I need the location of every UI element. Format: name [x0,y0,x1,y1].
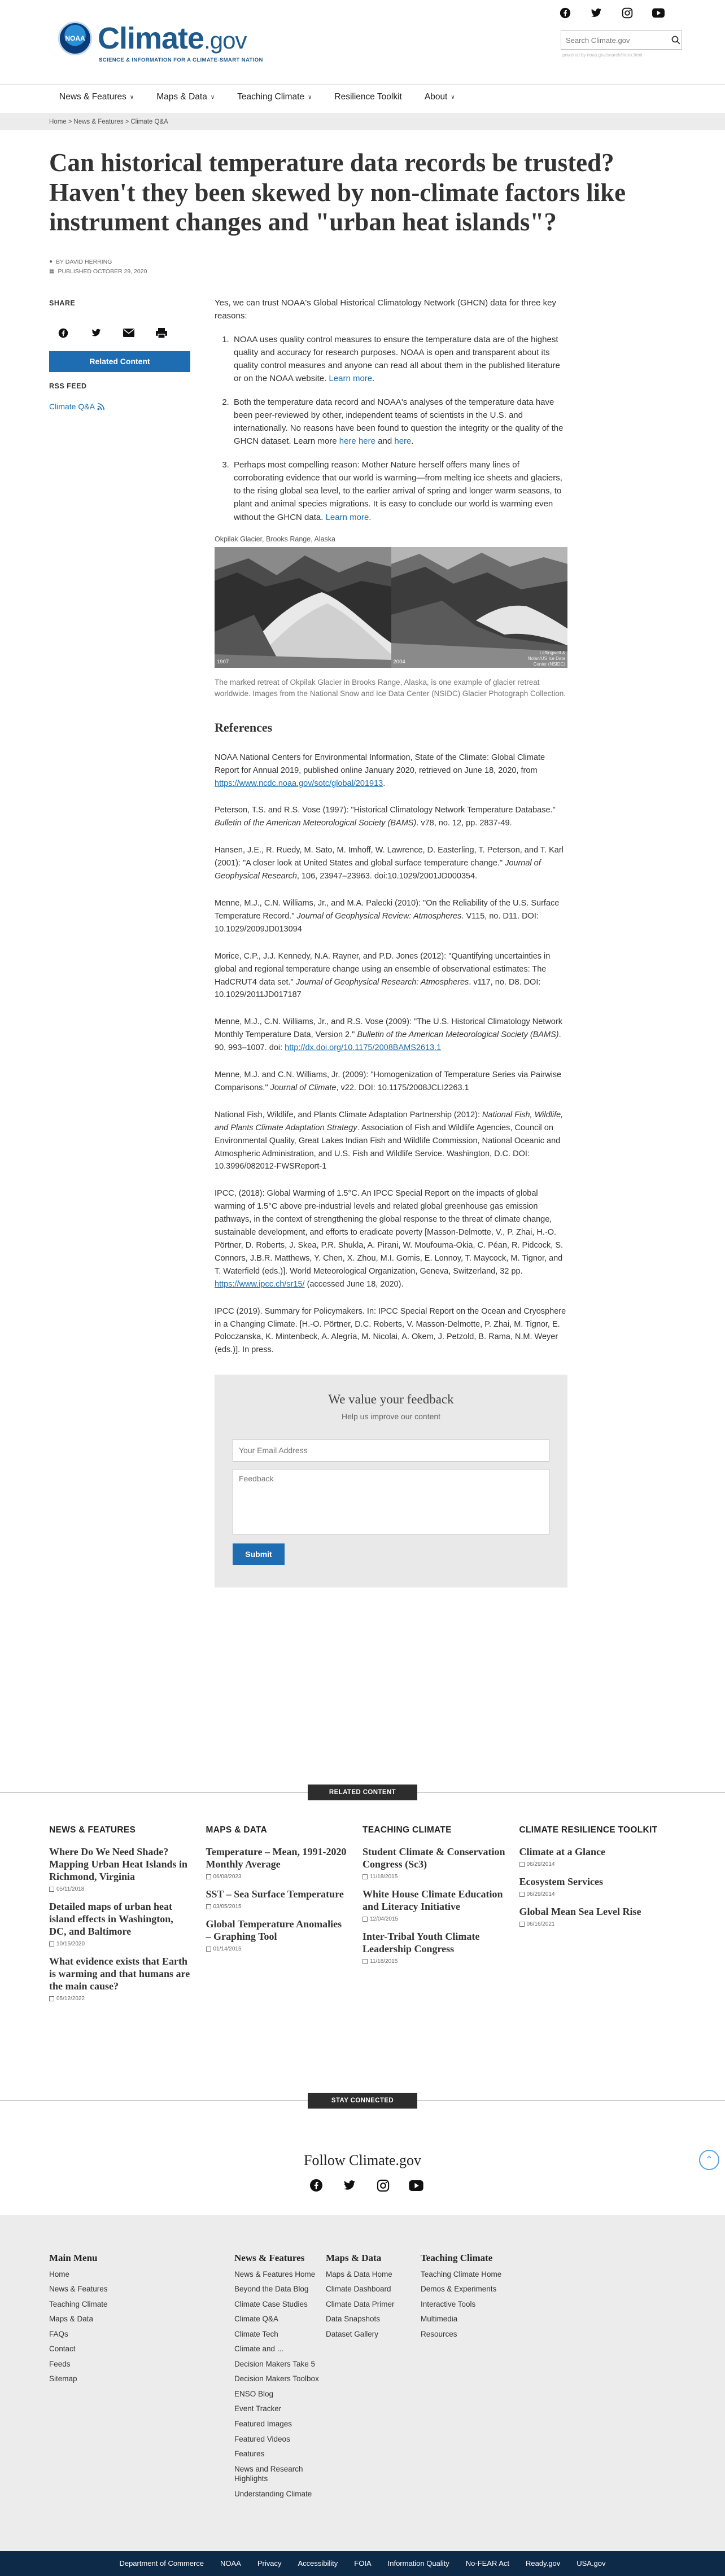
twitter-icon[interactable] [342,2178,357,2193]
share-label: SHARE [49,299,76,307]
breadcrumb-home[interactable]: Home [49,119,67,125]
footer-link[interactable]: Decision Makers Toolbox [234,2374,319,2383]
date-text: 06/29/2014 [526,1861,555,1868]
footer-bottom-bar [0,2551,725,2576]
reference-item [215,897,567,936]
date-text: 05/12/2022 [56,1995,85,2002]
footer-link[interactable]: Interactive Tools [421,2299,476,2308]
breadcrumb-news-features[interactable]: News & Features [73,119,124,125]
reference-item [215,1109,567,1174]
footer-link[interactable]: Climate Tech [234,2329,278,2338]
reference-text: Bulletin of the American Meteorological Society (BAMS) [357,1030,559,1040]
footer-link[interactable]: Feeds [49,2359,71,2368]
related-article-link[interactable]: Climate at a Glance [519,1845,605,1857]
nav-about[interactable] [425,90,455,103]
article-meta [49,257,147,277]
related-date [49,1940,192,1948]
footer-link[interactable]: Home [49,2269,70,2278]
date-text: 05/11/2018 [56,1886,85,1892]
share-buttons [49,327,190,339]
reference-text: IPCC, (2018): Global Warming of 1.5°C. An IPCC Special Report on the impacts of global warming of 1.5°C above pre-industrial levels and related global greenhouse gas emission pathways, in the context of strengthening the global response to the threat of climate change, sustainable development, and efforts to eradicate poverty [Masson-Delmotte, V., P. Zhai, H.-O. Pörtner, D. Roberts, J. Skea, P.R. Shukla, A. Pirani, W. Moufouma-Okia, C. Péan, R. Pidcock, S. Connors, J.B.R. Matthews, Y. Chen, X. Zhou, M.I. Gomis, E. Lonnoy, T. Maycock, M. Tignor, and T. Waterfield (eds.)]. World Meteorological Organization, Geneva, Switzerland, 32 pp. [215,1189,564,1276]
list-item [232,333,567,386]
nav-teaching-climate[interactable] [237,90,312,103]
footer-bottom-link[interactable]: Department of Commerce [119,2559,204,2568]
footer-link[interactable]: Maps & Data [49,2315,94,2324]
list-item [49,1901,192,1948]
reference-text: , 106, 23947–23963. doi:10.1029/2001JD000354. [296,872,478,881]
date-text: 10/15/2020 [56,1940,85,1947]
here-link[interactable]: here [394,436,412,447]
calendar-icon [519,1922,525,1927]
calendar-icon [49,1996,54,2001]
footer-link[interactable]: Climate and ... [234,2345,284,2354]
reason-text: NOAA uses quality control measures to ensure the temperature data are of the highest quality and accuracy for research purposes. NOAA is open and transparent about its quality control measures and anyone can read all about them in the published literature or on the NOAA website. [234,334,560,384]
facebook-icon[interactable] [309,2178,324,2193]
reference-link[interactable]: https://www.ipcc.ch/sr15/ [215,1279,305,1289]
list-item [206,1888,349,1911]
date-text: 12/04/2015 [370,1915,399,1922]
calendar-icon: ▦ [49,268,55,275]
chevron-down-icon: ∨ [308,94,312,100]
calendar-icon [362,1917,368,1922]
related-content-columns [49,1825,676,2010]
instagram-icon[interactable] [621,7,634,19]
date-text: 03/05/2015 [213,1903,242,1910]
list-item [232,396,567,448]
figure-caption: The marked retreat of Okpilak Glacier in Brooks Range, Alaska, is one example of glacier retreat worldwide. Images from the National Snow and Ice Data Center (NSIDC) Glacier Photograph Collection. [215,678,566,698]
reason-text: Both the temperature data record and NOAA's analyses of the temperature data have been peer-reviewed by other, independent teams of scientists in the U.S. and internationally. No reasons have been found to question the integrity or the quality of the GHCN dataset. Learn more [234,397,564,447]
reference-text: . v117, no. D8. DOI: 10.1029/2011JD017187 [215,977,541,1000]
related-column-heading: NEWS & FEATURES [49,1825,136,1835]
main-navigation [0,85,725,110]
date-text: 11/18/2015 [370,1958,398,1965]
footer-column-heading: Main Menu [49,2253,98,2263]
reference-text: Menne, M.J., C.N. Williams, Jr., and R.S. Vose (2009): "The U.S. Historical Climatology Network Monthly Temperature Data, Version 2." [215,1017,562,1040]
footer-link[interactable]: Climate Case Studies [234,2299,308,2308]
list-item [49,1846,192,1893]
related-date [519,1890,662,1899]
breadcrumb-climate-qa[interactable]: Climate Q&A [130,119,168,125]
header-social-links [559,7,665,19]
footer-column-heading: News & Features [234,2253,305,2263]
reference-item [215,950,567,1002]
reference-item [215,804,567,830]
related-article-link[interactable]: Where Do We Need Shade? Mapping Urban Heat Islands in Richmond, Virginia [49,1845,188,1882]
list-item [519,1906,662,1928]
list-item [206,1846,349,1881]
related-content-button[interactable]: Related Content [49,351,190,372]
glacier-figure [215,534,567,700]
related-article-link[interactable]: Ecosystem Services [519,1875,603,1887]
footer-link[interactable]: Resources [421,2329,457,2338]
related-article-link[interactable]: Detailed maps of urban heat island effects in Washington, DC, and Baltimore [49,1900,173,1937]
noaa-logo: NOAA [58,21,92,55]
reference-text: NOAA National Centers for Environmental Information, State of the Climate: Global Climate Report for Annual 2019, published online January 2020, retrieved on June 18, 2020, from [215,753,545,775]
related-article-link[interactable]: Temperature – Mean, 1991-2020 Monthly Average [206,1845,347,1870]
references-heading: References [215,720,273,734]
glacier-1907-image [215,547,391,668]
related-date [519,1860,662,1869]
calendar-icon [206,1874,211,1879]
list-item [362,1931,505,1966]
photo-credit: Leffingwell & Nolan/US Ice Data Center (NSIDC) [527,650,565,667]
submit-button[interactable]: Submit [233,1543,285,1565]
calendar-icon [49,1887,54,1892]
footer-bottom-link[interactable]: No-FEAR Act [465,2559,510,2568]
footer-link[interactable]: Climate Data Primer [326,2299,395,2308]
list-item [362,1846,505,1881]
reference-text: Journal of Geophysical Review: Atmospheres [296,911,462,921]
reason-text: Perhaps most compelling reason: Mother Nature herself offers many lines of corroborating evidence that our world is warming—from melting ice sheets and glaciers, to the rising global sea level, to the earlier arrival of spring and longer warm seasons, to plant and animal species migrations. It is easy to conclude our world is warming even without the GHCN data. [234,460,562,522]
footer-link[interactable]: Featured Videos [234,2434,290,2443]
site-logo[interactable] [58,21,263,63]
related-column [519,1825,676,2010]
list-item [206,1918,349,1953]
reference-text: Journal of Geophysical Research [215,859,541,881]
list-item [362,1888,505,1923]
footer-link[interactable]: Featured Images [234,2419,292,2428]
print-icon[interactable] [156,327,167,339]
youtube-icon[interactable] [652,7,665,19]
footer-bottom-link[interactable]: Information Quality [387,2559,449,2568]
rss-link-label: Climate Q&A [49,401,95,411]
related-column-heading: CLIMATE RESILIENCE TOOLKIT [519,1825,658,1835]
list-item [232,458,567,524]
calendar-icon [519,1862,525,1867]
related-article-link[interactable]: SST – Sea Surface Temperature [206,1888,344,1900]
nav-label: About [424,92,448,102]
calendar-icon [362,1874,368,1879]
glacier-photo-2004 [391,547,568,668]
calendar-icon [362,1959,368,1964]
footer-bottom-link[interactable]: Accessibility [298,2559,338,2568]
calendar-icon [49,1941,54,1947]
related-date [519,1920,662,1928]
back-to-top-button[interactable] [699,2150,719,2170]
rss-feed-link[interactable] [49,401,190,413]
footer-link[interactable]: Maps & Data Home [326,2269,392,2278]
calendar-icon [519,1892,525,1897]
date-text: 11/18/2015 [370,1873,398,1880]
footer-link[interactable]: ENSO Blog [234,2389,274,2398]
reference-text: . [383,779,386,788]
climate-gov-wordmark [98,23,246,54]
twitter-icon[interactable] [90,327,102,339]
related-date [49,1995,192,2003]
footer-column [234,2251,319,2504]
site-tagline: SCIENCE & INFORMATION FOR A CLIMATE-SMART NATION [99,57,263,63]
nav-label: Maps & Data [156,92,207,102]
reference-item [215,751,567,790]
reference-text: . Association of Fish and Wildlife Agencies, Council on Environmental Quality, Great Lakes Indian Fish and Wildlife Commission, National Oceanic and Atmospheric Administration, and U.S. Fish and Wildlife Service. Washington, D.C. DOI: 10.3996/082012-FWSReport-1 [215,1123,561,1171]
related-column-heading: TEACHING CLIMATE [362,1825,452,1835]
nav-resilience-toolkit[interactable] [334,90,401,103]
reference-text: . V115, no. D11. DOI: 10.1029/2009JD013094 [215,911,539,934]
related-article-link[interactable]: Global Mean Sea Level Rise [519,1905,641,1917]
follow-heading: Follow Climate.gov [304,2152,421,2168]
figure-label: Okpilak Glacier, Brooks Range, Alaska [215,535,335,543]
reference-text: . v78, no. 12, pp. 2837-49. [416,819,512,828]
footer-link[interactable]: Climate Q&A [234,2315,279,2324]
related-article-link[interactable]: Global Temperature Anomalies – Graphing Tool [206,1918,342,1942]
nav-label: News & Features [59,92,126,102]
reference-text: Peterson, T.S. and R.S. Vose (1997): "Historical Climatology Network Temperature Database." [215,806,556,815]
author-icon: ● [49,259,53,265]
search-input[interactable] [561,31,670,49]
footer-bottom-link[interactable]: Privacy [257,2559,282,2568]
rss-icon [97,403,104,410]
follow-social-links [309,2178,423,2193]
footer-link[interactable]: Sitemap [49,2374,77,2383]
nav-label: Teaching Climate [237,92,305,102]
footer-bottom-link[interactable]: FOIA [354,2559,372,2568]
footer-link[interactable]: Demos & Experiments [421,2285,497,2294]
article-intro: Yes, we can trust NOAA's Global Historical Climatology Network (GHCN) data for three key reasons: [215,298,557,321]
reference-text: Bulletin of the American Meteorological Society (BAMS) [215,819,417,828]
footer-link[interactable]: News & Features [49,2285,108,2294]
nav-maps-data[interactable] [156,90,215,103]
footer-link[interactable]: News and Research Highlights [234,2464,303,2483]
calendar-icon [206,1947,211,1952]
footer-bottom-link[interactable]: USA.gov [576,2559,606,2568]
reference-link[interactable]: https://www.ncdc.noaa.gov/sotc/global/201913 [215,779,383,788]
related-content-tab: RELATED CONTENT [308,1785,417,1800]
footer-link[interactable]: News & Features Home [234,2269,316,2278]
reference-text: National Fish, Wildlife, and Plants Climate Adaptation Strategy [215,1110,564,1132]
reference-link[interactable]: http://dx.doi.org/10.1175/2008BAMS2613.1 [285,1043,442,1053]
footer-column-heading: Teaching Climate [421,2253,493,2263]
footer-column [326,2251,410,2344]
reference-text: Morice, C.P., J.J. Kennedy, N.A. Rayner, and P.D. Jones (2012): "Quantifying uncertainties in global and regional temperature change using an ensemble of observational estimates: The HadCRUT4 data set." [215,951,551,987]
related-column [206,1825,363,2010]
date-text: 06/16/2021 [526,1921,555,1927]
reason-tail: . [411,436,414,447]
footer-link[interactable]: Contact [49,2345,76,2354]
here-link[interactable]: here [358,436,375,447]
footer-column [49,2251,134,2389]
footer-column [421,2251,505,2344]
page-title: Can historical temperature data records be trusted? Haven't they been skewed by non-climate factors like instrument changes and "urban heat islands"? [49,148,626,237]
chevron-up-icon: ⌃ [705,2154,714,2166]
photo-year: 1907 [217,659,229,666]
glacier-photo-1907 [215,547,391,668]
references-list [215,751,567,1357]
footer-link[interactable]: Teaching Climate [49,2299,108,2308]
here-link[interactable]: here [339,436,356,447]
wordmark-main: Climate [98,21,204,55]
article-author: BY DAVID HERRING [56,259,112,265]
related-article-link[interactable]: White House Climate Education and Literacy Initiative [362,1888,503,1912]
reference-text: Hansen, J.E., R. Ruedy, M. Sato, M. Imhoff, W. Lawrence, D. Easterling, T. Peterson, and T. Karl (2001): "A closer look at United States and global surface temperature change." [215,846,564,868]
chevron-down-icon: ∨ [129,94,134,100]
search-box [561,30,682,50]
reference-text: Journal of Climate [270,1083,337,1092]
footer-link[interactable]: Data Snapshots [326,2315,381,2324]
list-item [49,1956,192,2003]
reference-item [215,844,567,883]
footer-link[interactable]: Dataset Gallery [326,2329,379,2338]
reference-text: IPCC (2019). Summary for Policymakers. In: IPCC Special Report on the Ocean and Cryosphere in a Changing Climate. [H.-O. Pörtner, D.C. Roberts, V. Masson-Delmotte, P. Zhai, M. Tignor, E. Poloczanska, K. Mintenbeck, A. Alegría, M. Nicolai, A. Okem, J. Petzold, B. Rama, N.M. Weyer (eds.)]. In press. [215,1306,566,1355]
footer-link[interactable]: Teaching Climate Home [421,2269,502,2278]
footer-bottom-link[interactable]: Ready.gov [526,2559,561,2568]
related-date [362,1957,505,1966]
article-published: PUBLISHED OCTOBER 29, 2020 [58,268,147,275]
reason-mid: and [375,436,395,447]
rss-feed-label: RSS FEED [49,382,87,390]
photo-year: 2004 [393,659,405,666]
footer-link[interactable]: FAQs [49,2329,68,2338]
article-body [215,296,567,1587]
site-header [0,0,725,85]
footer-link[interactable]: Features [234,2450,265,2459]
feedback-subtitle: Help us improve our content [341,1411,441,1421]
footer-link[interactable]: Beyond the Data Blog [234,2285,309,2294]
learn-more-link[interactable]: Learn more [325,512,369,522]
date-text: 01/14/2015 [213,1945,242,1952]
related-column-heading: MAPS & DATA [206,1825,268,1835]
list-item [519,1846,662,1869]
chevron-down-icon: ∨ [210,94,215,100]
learn-more-link[interactable]: Learn more [329,374,373,384]
related-column [49,1825,206,2010]
facebook-icon[interactable] [58,327,69,339]
related-column [362,1825,519,2010]
reference-text: (accessed June 18, 2020). [304,1279,404,1289]
related-article-link[interactable]: Inter-Tribal Youth Climate Leadership Congress [362,1930,480,1954]
reference-text: Menne, M.J., C.N. Williams, Jr., and M.A. Palecki (2010): "On the Reliability of the U.S. Surface Temperature Record." [215,898,560,921]
chevron-down-icon: ∨ [451,94,455,100]
related-date [206,1903,349,1911]
nav-news-features[interactable] [59,90,134,103]
footer-link[interactable]: Climate Dashboard [326,2285,391,2294]
footer-column-heading: Maps & Data [326,2253,382,2263]
footer-link[interactable]: Decision Makers Take 5 [234,2359,316,2368]
reference-item [215,1069,567,1095]
article-sidebar [49,298,190,413]
reasons-list [215,333,567,524]
reference-item [215,1305,567,1357]
footer-link[interactable]: Event Tracker [234,2404,282,2413]
nav-label: Resilience Toolkit [334,92,402,102]
related-date [206,1945,349,1953]
reference-text: National Fish, Wildlife, and Plants Climate Adaptation Partnership (2012): [215,1110,482,1119]
related-date [362,1915,505,1923]
facebook-icon[interactable] [559,7,571,19]
reference-text: Journal of Geophysical Research: Atmospheres [295,977,469,987]
reference-item [215,1016,567,1055]
search-icon[interactable] [670,31,682,49]
reference-text: Menne, M.J. and C.N. Williams, Jr. (2009): "Homogenization of Temperature Series via Pairwise Comparisons." [215,1070,562,1092]
reason-tail: . [369,512,372,522]
twitter-icon[interactable] [590,7,602,19]
reference-text: . 90, 993–1007. doi: [215,1030,561,1053]
feedback-form [215,1375,567,1587]
glacier-2004-image [391,547,568,668]
email-field[interactable] [233,1439,549,1462]
instagram-icon[interactable] [375,2178,390,2193]
site-footer [0,2215,725,2551]
figure-images [215,547,567,668]
footer-link[interactable]: Understanding Climate [234,2489,312,2498]
youtube-icon[interactable] [409,2178,423,2193]
date-text: 06/29/2014 [526,1891,555,1897]
footer-bottom-link[interactable]: NOAA [220,2559,241,2568]
wordmark-suffix: .gov [204,27,247,54]
feedback-title: We value your feedback [328,1392,454,1407]
footer-link[interactable]: Multimedia [421,2315,458,2324]
related-date [362,1873,505,1881]
related-article-link[interactable]: What evidence exists that Earth is warming and that humans are the main cause? [49,1955,190,1992]
list-item [519,1876,662,1899]
email-icon[interactable] [123,327,134,339]
reason-tail: . [372,374,375,384]
related-date [206,1873,349,1881]
stay-connected-tab: STAY CONNECTED [308,2093,417,2109]
related-article-link[interactable]: Student Climate & Conservation Congress (Sc3) [362,1845,505,1870]
reference-item [215,1187,567,1291]
date-text: 06/08/2023 [213,1873,242,1880]
related-date [49,1885,192,1893]
feedback-textarea[interactable] [233,1469,549,1534]
reference-text: , v22. DOI: 10.1175/2008JCLI2263.1 [336,1083,469,1092]
search-powered-by: powered by noaa.gov/search/index.html [562,53,643,58]
breadcrumb: Home > News & Features > Climate Q&A [0,113,725,130]
calendar-icon [206,1904,211,1909]
